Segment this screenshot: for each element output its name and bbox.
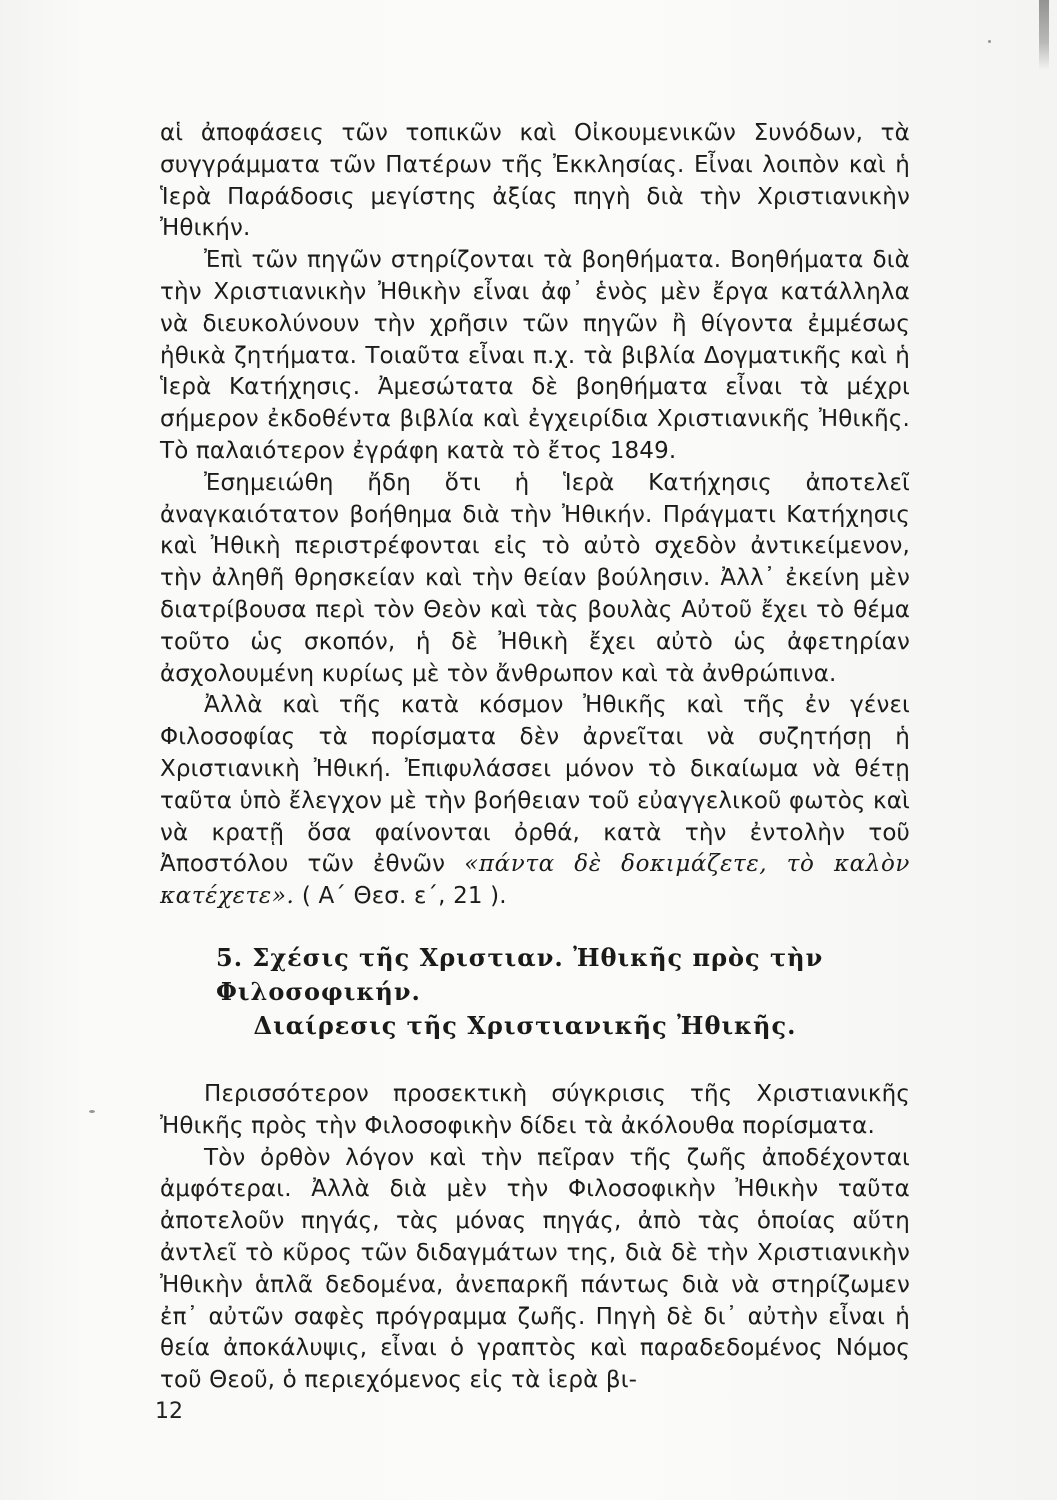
section-heading-line-2: Διαίρεσις τῆς Χριστιανικῆς Ἠθικῆς.: [253, 1010, 797, 1040]
paragraph-2: Ἐπὶ τῶν πηγῶν στηρίζονται τὰ βοηθήματα. Βοηθήματα διὰ τὴν Χριστιανικὴν Ἠθικὴν εἶναι ἀφ᾽ ἑνὸς μὲν ἔργα κατάλληλα νὰ διευκολύνουν τὴν χρῆσιν τῶν πηγῶν ἢ θίγοντα ἐμμέσως ἠθικὰ ζητήματα. Τοιαῦτα εἶναι π.χ. τὰ βιβλία Δογματικῆς καὶ ἡ Ἱερὰ Κατήχησις. Ἀμεσώτατα δὲ βοηθήματα εἶναι τὰ μέχρι σήμερον ἐκδοθέντα βιβλία καὶ ἐγχειρίδια Χριστιανικῆς Ἠθικῆς. Τὸ παλαιότερον ἐγράφη κατὰ τὸ ἔτος 1849.: [160, 247, 910, 464]
paragraph-5: Περισσότερον προσεκτικὴ σύγκρισις τῆς Χριστιανικῆς Ἠθικῆς πρὸς τὴν Φιλοσοφικὴν δίδει τὰ ἀκόλουθα πορίσματα.: [160, 1080, 910, 1139]
paragraph-4: [160, 690, 910, 913]
section-heading: [160, 941, 910, 1043]
section-heading-line-1: 5. Σχέσις τῆς Χριστιαν. Ἠθικῆς πρὸς τὴν Φιλοσοφικήν.: [216, 942, 824, 1006]
scripture-quote: «πάντα δὲ δοκιμάζετε, τὸ καλὸν κατέχετε».: [160, 851, 910, 910]
scripture-reference: ( Α΄ Θεσ. ε΄, 21 ).: [294, 883, 507, 910]
paragraph-1: αἱ ἀποφάσεις τῶν τοπικῶν καὶ Οἰκουμενικῶν Συνόδων, τὰ συγγράμματα τῶν Πατέρων τῆς Ἐκκλησίας. Εἶναι λοιπὸν καὶ ἡ Ἱερὰ Παράδοσις μεγίστης ἀξίας πηγὴ διὰ τὴν Χριστιανικὴν Ἠθικήν.: [160, 120, 910, 242]
scan-edge-mark: [1039, 0, 1049, 70]
paragraph-6: Τὸν ὀρθὸν λόγον καὶ τὴν πεῖραν τῆς ζωῆς ἀποδέχονται ἀμφότεραι. Ἀλλὰ διὰ μὲν τὴν Φιλοσοφικὴν Ἠθικὴν ταῦτα ἀποτελοῦν πηγάς, τὰς μόνας πηγάς, ἀπὸ τὰς ὁποίας αὕτη ἀντλεῖ τὸ κῦρος τῶν διδαγμάτων της, διὰ δὲ τὴν Χριστιανικὴν Ἠθικὴν ἁπλᾶ δεδομένα, ἀνεπαρκῆ πάντως διὰ νὰ στηρίζωμεν ἐπ᾽ αὐτῶν σαφὲς πρόγραμμα ζωῆς. Πηγὴ δὲ δι᾽ αὐτὴν εἶναι ἡ θεία ἀποκάλυψις, εἶναι ὁ γραπτὸς καὶ παραδεδομένος Νόμος τοῦ Θεοῦ, ὁ περιεχόμενος εἰς τὰ ἱερὰ βι-: [160, 1144, 910, 1394]
paragraph-4-text: Ἀλλὰ καὶ τῆς κατὰ κόσμον Ἠθικῆς καὶ τῆς ἐν γένει Φιλοσοφίας τὰ πορίσματα δὲν ἀρνεῖται νὰ συζητήσῃ ἡ Χριστιανικὴ Ἠθική. Ἐπιφυλάσσει μόνον τὸ δικαίωμα νὰ θέτῃ ταῦτα ὑπὸ ἔλεγχον μὲ τὴν βοήθειαν τοῦ εὐαγγελικοῦ φωτὸς καὶ νὰ κρατῇ ὅσα φαίνονται ὀρθά, κατὰ τὴν ἐντολὴν τοῦ Ἀποστόλου τῶν ἐθνῶν: [160, 692, 910, 878]
page-text: [160, 118, 910, 1397]
page-number: 12: [155, 1399, 183, 1424]
paragraph-3: Ἐσημειώθη ἤδη ὅτι ἡ Ἱερὰ Κατήχησις ἀποτελεῖ ἀναγκαιότατον βοήθημα διὰ τὴν Ἠθικήν. Πράγματι Κατήχησις καὶ Ἠθικὴ περιστρέφονται εἰς τὸ αὐτὸ σχεδὸν ἀντικείμενον, τὴν ἀληθῆ θρησκείαν καὶ τὴν θείαν βούλησιν. Ἀλλ᾽ ἐκείνη μὲν διατρίβουσα περὶ τὸν Θεὸν καὶ τὰς βουλὰς Αὐτοῦ ἔχει τὸ θέμα τοῦτο ὡς σκοπόν, ἡ δὲ Ἠθικὴ ἔχει αὐτὸ ὡς ἀφετηρίαν ἀσχολουμένη κυρίως μὲ τὸν ἄνθρωπον καὶ τὰ ἀνθρώπινα.: [160, 469, 910, 687]
scan-speck: [988, 40, 991, 43]
scan-speck: [89, 1110, 95, 1113]
